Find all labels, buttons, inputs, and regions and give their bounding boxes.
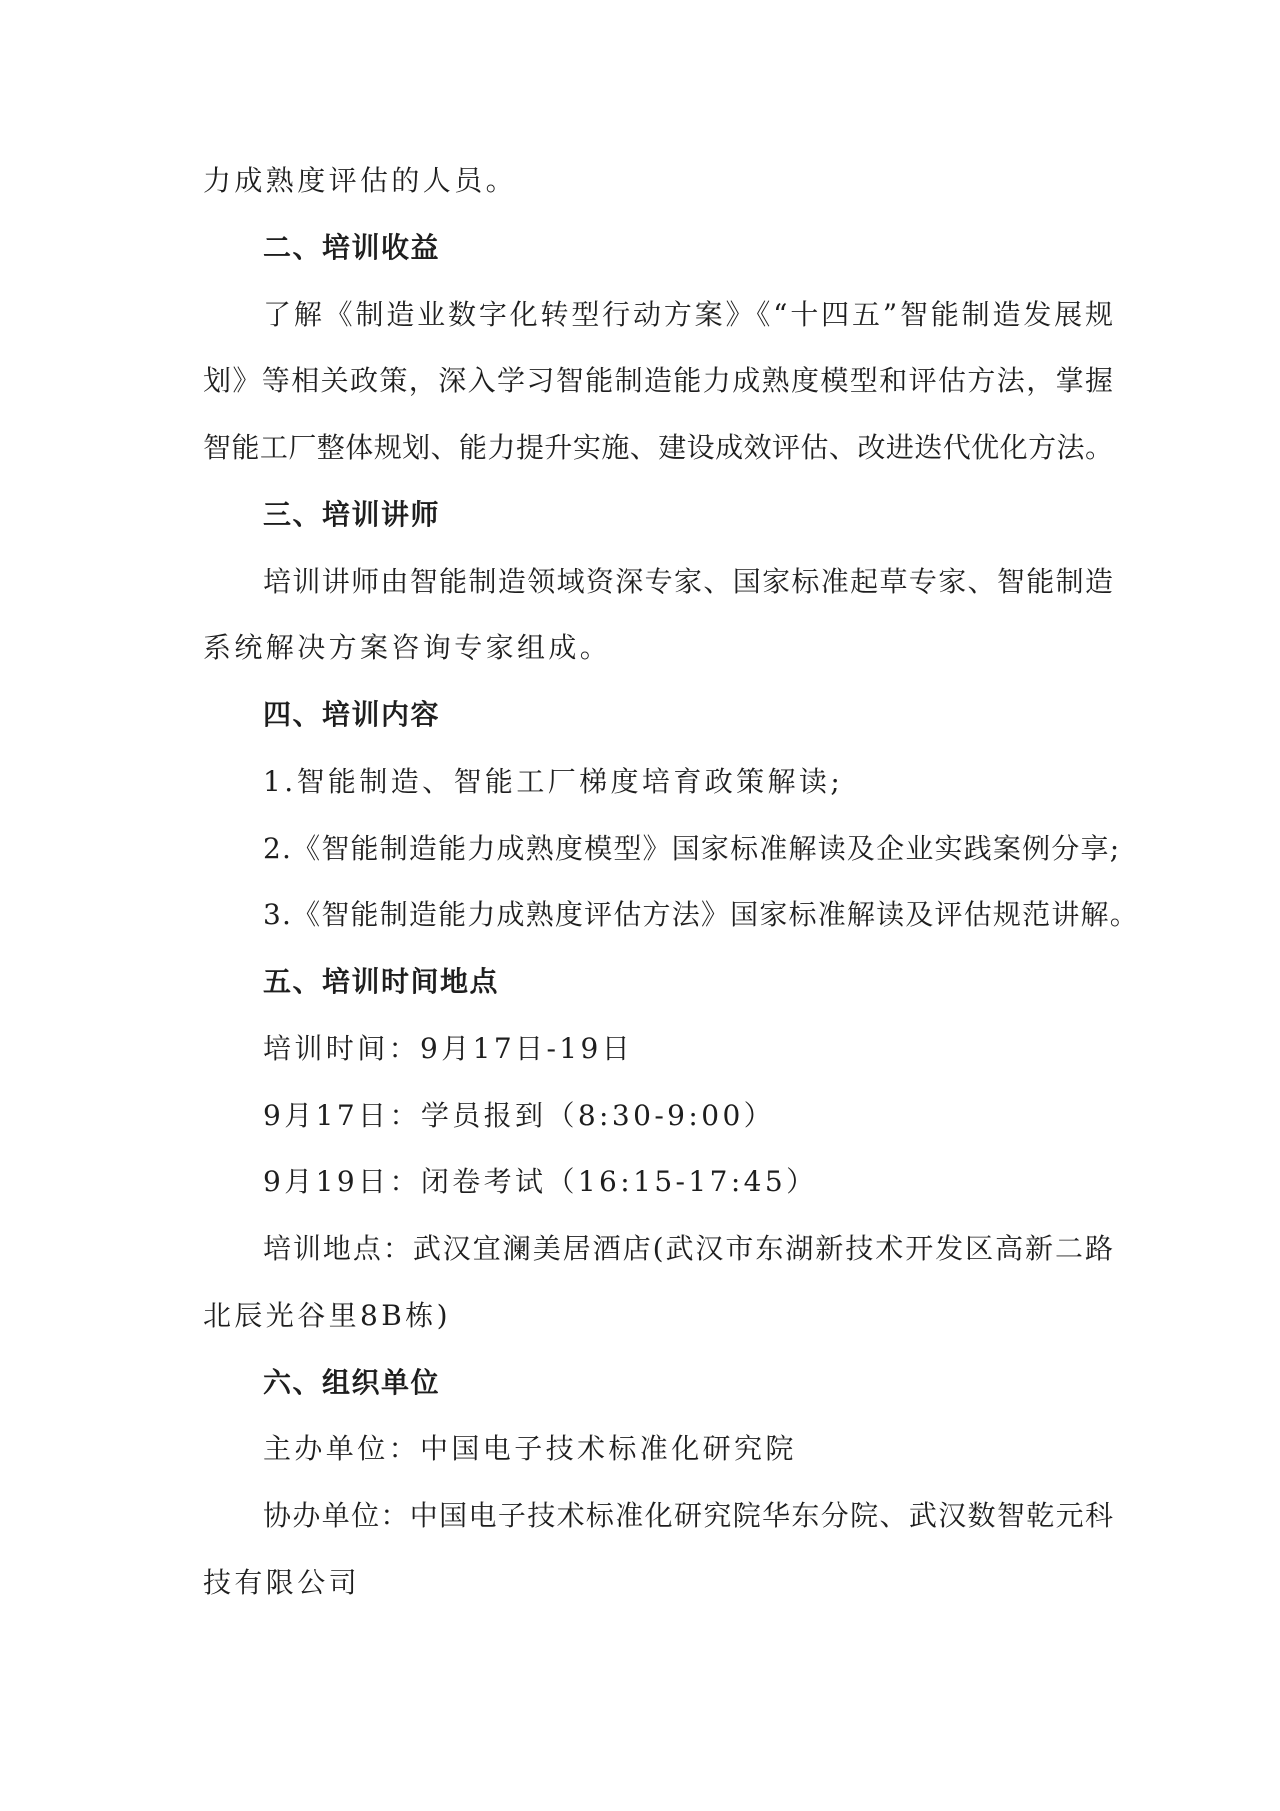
body-text-line: 系统解决方案咨询专家组成。 — [203, 631, 612, 664]
body-text-line: 9月17日：学员报到（8:30-9:00） — [263, 1099, 776, 1132]
section-heading-benefits: 二、培训收益 — [263, 231, 441, 264]
section-heading-trainers: 三、培训讲师 — [263, 498, 441, 531]
section-heading-time-location: 五、培训时间地点 — [263, 965, 500, 998]
body-text-line: 北辰光谷里8B栋) — [203, 1299, 451, 1332]
list-item: 2.《智能制造能力成熟度模型》国家标准解读及企业实践案例分享; — [263, 832, 1121, 865]
body-text-line: 培训地点：武汉宜澜美居酒店(武汉市东湖新技术开发区高新二路 — [263, 1232, 1113, 1265]
body-text-line: 培训讲师由智能制造领域资深专家、国家标准起草专家、智能制造 — [263, 565, 1113, 598]
body-text-line: 划》等相关政策，深入学习智能制造能力成熟度模型和评估方法，掌握 — [203, 364, 1113, 397]
body-text-line: 智能工厂整体规划、能力提升实施、建设成效评估、改进迭代优化方法。 — [203, 431, 1113, 464]
section-heading-content: 四、培训内容 — [263, 698, 441, 731]
body-text-line: 培训时间：9月17日-19日 — [263, 1032, 634, 1065]
body-text-line: 9月19日：闭卷考试（16:15-17:45） — [263, 1165, 818, 1198]
list-item: 1.智能制造、智能工厂梯度培育政策解读; — [263, 765, 844, 798]
body-text-line: 技有限公司 — [203, 1566, 361, 1599]
body-text-line: 了解《制造业数字化转型行动方案》《“十四五”智能制造发展规 — [263, 298, 1113, 331]
section-heading-organizers: 六、组织单位 — [263, 1366, 441, 1399]
list-item: 3.《智能制造能力成熟度评估方法》国家标准解读及评估规范讲解。 — [263, 898, 1139, 931]
body-text-line: 主办单位：中国电子技术标准化研究院 — [263, 1432, 797, 1465]
body-text-line: 协办单位：中国电子技术标准化研究院华东分院、武汉数智乾元科 — [263, 1499, 1113, 1532]
body-text-line: 力成熟度评估的人员。 — [203, 164, 518, 197]
